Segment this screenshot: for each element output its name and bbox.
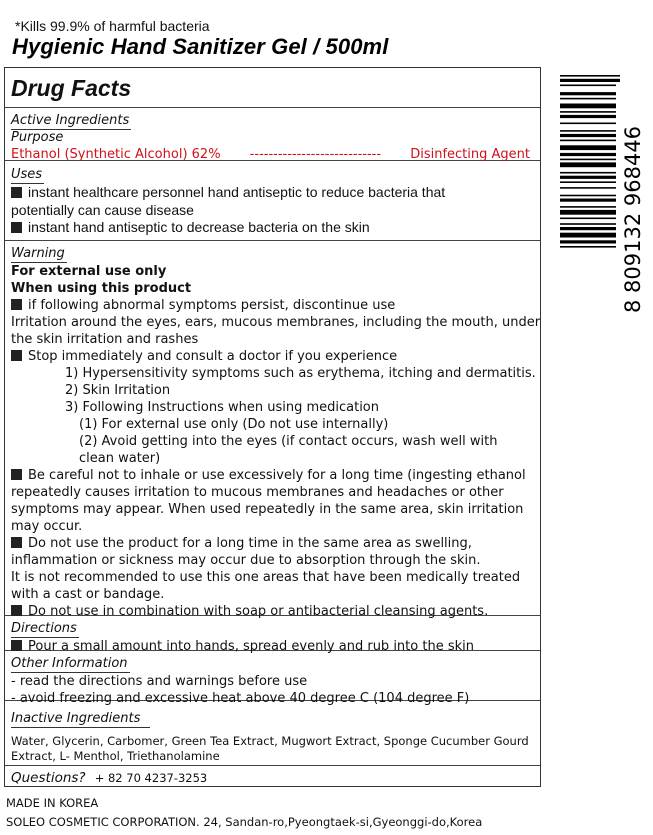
uses-heading: Uses bbox=[11, 167, 43, 182]
inactive-ingredients-heading: Inactive Ingredients bbox=[11, 711, 150, 728]
warning-line: It is not recommended to use this one areas that have been medically treated bbox=[11, 570, 521, 585]
origin-label: MADE IN KOREA bbox=[6, 796, 99, 810]
barcode-bar bbox=[560, 246, 616, 248]
barcode-bar bbox=[560, 123, 616, 125]
product-title: Hygienic Hand Sanitizer Gel / 500ml bbox=[12, 34, 389, 59]
barcode-bar bbox=[560, 111, 616, 113]
purpose-heading: Purpose bbox=[11, 130, 64, 145]
warning-line: (1) For external use only (Do not use internally) bbox=[79, 417, 389, 432]
barcode-bar bbox=[560, 145, 616, 150]
warning-line: may occur. bbox=[11, 519, 83, 534]
barcode-icon bbox=[558, 75, 644, 315]
bullet-square-icon bbox=[11, 299, 22, 310]
when-using-label: When using this product bbox=[11, 281, 192, 296]
barcode-bar bbox=[560, 134, 616, 137]
bullet-square-icon bbox=[11, 350, 22, 361]
barcode-bar bbox=[560, 223, 616, 225]
barcode-bar bbox=[560, 172, 616, 174]
warning-line: 2) Skin Irritation bbox=[65, 383, 171, 398]
manufacturer-address: SOLEO COSMETIC CORPORATION. 24, Sandan-ro,Pyeongtaek-si,Gyeonggi-do,Korea bbox=[6, 815, 483, 829]
warning-line: (2) Avoid getting into the eyes (if contact occurs, wash well with bbox=[79, 434, 498, 449]
questions-section bbox=[5, 766, 540, 786]
bullet-square-icon bbox=[11, 605, 22, 616]
barcode-bar bbox=[560, 98, 616, 100]
other-information-heading: Other Information bbox=[11, 656, 128, 671]
barcode-bar bbox=[560, 233, 616, 238]
questions-label: Questions? bbox=[11, 770, 86, 786]
warning-line: Do not use in combination with soap or antibacterial cleansing agents. bbox=[28, 604, 489, 619]
warning-line: with a cast or bandage. bbox=[11, 587, 165, 602]
warning-line: 3) Following Instructions when using medication bbox=[65, 400, 379, 415]
directions-text: Pour a small amount into hands, spread evenly and rub into the skin bbox=[28, 639, 474, 654]
warning-line: Be careful not to inhale or use excessively for a long time (ingesting ethanol bbox=[28, 468, 526, 483]
barcode-bar bbox=[560, 140, 616, 142]
barcode-bar bbox=[560, 218, 616, 220]
barcode-bar bbox=[560, 79, 620, 82]
warning-line: 1) Hypersensitivity symptoms such as erythema, itching and dermatitis. bbox=[65, 366, 536, 381]
other-information-section bbox=[5, 651, 540, 706]
barcode-bar bbox=[560, 130, 616, 132]
drug-facts-box bbox=[4, 67, 541, 787]
barcode-bar bbox=[560, 210, 616, 215]
barcode-bar bbox=[560, 92, 616, 95]
bullet-square-icon bbox=[11, 222, 22, 233]
bullet-square-icon bbox=[11, 469, 22, 480]
bullet-square-icon bbox=[11, 640, 22, 651]
bullet-square-icon bbox=[11, 187, 22, 198]
warning-line: if following abnormal symptoms persist, discontinue use bbox=[28, 298, 396, 313]
drug-facts-title-section bbox=[5, 68, 540, 108]
uses-item: instant healthcare personnel hand antiseptic to reduce bacteria that bbox=[28, 184, 446, 200]
warning-line: Irritation around the eyes, ears, mucous membranes, including the mouth, under bbox=[11, 315, 541, 330]
warning-section bbox=[5, 241, 541, 619]
directions-section bbox=[5, 616, 540, 654]
uses-section bbox=[5, 161, 540, 241]
ingredient-name: Ethanol (Synthetic Alcohol) 62% bbox=[11, 147, 221, 162]
warning-line: clean water) bbox=[79, 451, 161, 466]
warning-line: the skin irritation and rashes bbox=[11, 332, 199, 347]
ingredient-purpose: Disinfecting Agent bbox=[410, 147, 530, 162]
barcode-bar bbox=[560, 75, 620, 77]
barcode-bar bbox=[560, 227, 616, 230]
active-ingredients-heading: Active Ingredients bbox=[11, 113, 130, 128]
tagline: *Kills 99.9% of harmful bacteria bbox=[15, 18, 210, 34]
barcode-bar bbox=[560, 240, 616, 243]
barcode-bar bbox=[560, 85, 616, 87]
barcode-bar bbox=[560, 176, 616, 179]
uses-item: potentially can cause disease bbox=[11, 201, 194, 218]
bullet-square-icon bbox=[11, 537, 22, 548]
barcode-bar bbox=[560, 181, 616, 183]
inactive-ingredients-line: Water, Glycerin, Carbomer, Green Tea Extract, Mugwort Extract, Sponge Cucumber Gourd bbox=[11, 734, 529, 748]
barcode-bar bbox=[560, 206, 616, 208]
other-info-item: - avoid freezing and excessive heat above 40 degree C (104 degree F) bbox=[11, 691, 470, 706]
barcode bbox=[558, 75, 644, 315]
barcode-bar bbox=[560, 115, 616, 118]
barcode-bar bbox=[560, 195, 616, 197]
warning-heading: Warning bbox=[11, 246, 65, 261]
barcode-bar bbox=[560, 153, 616, 156]
other-info-item: - read the directions and warnings before use bbox=[11, 674, 308, 689]
barcode-bar bbox=[560, 159, 616, 161]
barcode-bar bbox=[560, 104, 616, 109]
drug-facts-title: Drug Facts bbox=[11, 75, 132, 101]
warning-line: repeatedly causes irritation to mucous membranes and headaches or other bbox=[11, 485, 504, 500]
external-use-label: For external use only bbox=[11, 264, 167, 279]
questions-phone[interactable]: + 82 70 4237-3253 bbox=[94, 771, 208, 785]
ingredient-dashes: ---------------------------- bbox=[249, 147, 382, 162]
barcode-bar bbox=[560, 187, 616, 189]
active-ingredients-section bbox=[5, 108, 540, 161]
warning-line: Do not use the product for a long time in the same area as swelling, bbox=[28, 536, 472, 551]
barcode-bar bbox=[560, 199, 616, 202]
barcode-bar bbox=[560, 162, 616, 167]
barcode-number: 8 809132 968446 bbox=[621, 125, 644, 313]
warning-line: inflammation or sickness may occur due to absorption through the skin. bbox=[11, 553, 481, 568]
warning-line: Stop immediately and consult a doctor if you experience bbox=[28, 349, 398, 364]
warning-line: symptoms may appear. When used repeatedly in the same area, skin irritation bbox=[11, 502, 524, 517]
directions-heading: Directions bbox=[11, 621, 77, 636]
inactive-ingredients-line: Extract, L- Menthol, Triethanolamine bbox=[11, 749, 220, 763]
inactive-ingredients-section bbox=[5, 701, 540, 766]
uses-item: instant hand antiseptic to decrease bacteria on the skin bbox=[28, 219, 370, 235]
